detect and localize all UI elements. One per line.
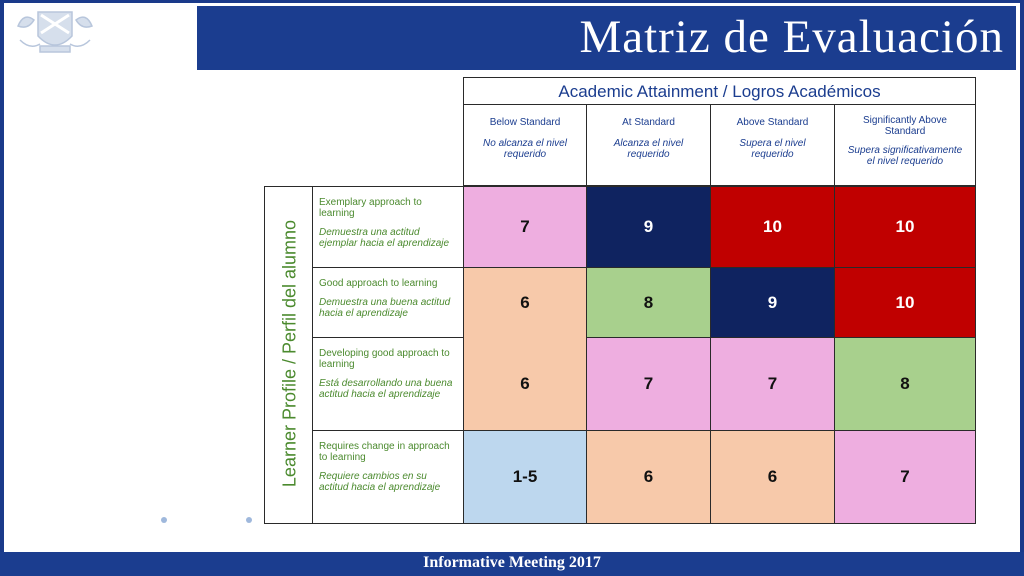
- right-frame-line: [1020, 0, 1024, 576]
- column-header-en: Above Standard: [736, 117, 809, 128]
- column-header-en: At Standard: [622, 117, 675, 128]
- matrix-cell: 6: [710, 430, 835, 524]
- footer-bar: [0, 552, 1024, 576]
- matrix-cell: 9: [586, 186, 711, 268]
- row-header-en: Exemplary approach to learning: [319, 197, 422, 219]
- matrix-cell: 6: [463, 337, 587, 431]
- column-header-es: Alcanza el nivel requerido: [613, 138, 684, 160]
- left-frame-line: [0, 0, 4, 576]
- matrix-cell: 6: [463, 267, 587, 338]
- matrix-cell: 8: [586, 267, 711, 338]
- column-header-es: No alcanza el nivel requerido: [483, 138, 567, 160]
- matrix-cell: 1-5: [463, 430, 587, 524]
- column-header-significantly-above: [834, 104, 976, 186]
- row-header-en: Developing good approach to learning: [319, 348, 450, 370]
- column-header-below-standard: [463, 104, 587, 186]
- column-header-en: Below Standard: [489, 117, 561, 128]
- matrix-cell: 6: [586, 430, 711, 524]
- school-crest-icon: [10, 6, 100, 58]
- learner-profile-side-header: [264, 186, 313, 524]
- matrix-cell: 7: [463, 186, 587, 268]
- column-header-en: Significantly Above Standard: [863, 115, 947, 137]
- column-header-above-standard: [710, 104, 835, 186]
- matrix-cell: 7: [710, 337, 835, 431]
- academic-attainment-header: Academic Attainment / Logros Académicos: [463, 77, 976, 105]
- matrix-cell: 7: [834, 430, 976, 524]
- decorative-dot: [246, 517, 252, 523]
- footer-text: Informative Meeting 2017: [423, 554, 601, 571]
- row-header-good: [312, 267, 464, 338]
- column-header-at-standard: [586, 104, 711, 186]
- learner-profile-label: Learner Profile / Perfil del alumno: [279, 219, 300, 488]
- row-header-developing: [312, 337, 464, 431]
- matrix-cell: 10: [834, 267, 976, 338]
- top-frame-line: [0, 0, 1024, 3]
- column-header-es: Supera significativamente el nivel requerido: [847, 145, 963, 167]
- row-header-en: Requires change in approach to learning: [319, 441, 450, 463]
- row-header-en: Good approach to learning: [319, 278, 438, 289]
- matrix-cell: 10: [710, 186, 835, 268]
- row-header-es: Está desarrollando una buena actitud hacia el aprendizaje: [319, 378, 453, 400]
- row-header-exemplary: [312, 186, 464, 268]
- row-header-requires-change: [312, 430, 464, 524]
- decorative-dot: [161, 517, 167, 523]
- row-header-es: Demuestra una actitud ejemplar hacia el aprendizaje: [319, 227, 450, 249]
- matrix-cell: 7: [586, 337, 711, 431]
- row-header-es: Requiere cambios en su actitud hacia el aprendizaje: [319, 471, 441, 493]
- row-header-es: Demuestra una buena actitud hacia el aprendizaje: [319, 297, 451, 319]
- page-title: Matriz de Evaluación: [579, 11, 1004, 63]
- title-bar: [197, 6, 1016, 70]
- column-header-es: Supera el nivel requerido: [739, 138, 806, 160]
- matrix-cell: 8: [834, 337, 976, 431]
- matrix-cell: 9: [710, 267, 835, 338]
- matrix-cell: 10: [834, 186, 976, 268]
